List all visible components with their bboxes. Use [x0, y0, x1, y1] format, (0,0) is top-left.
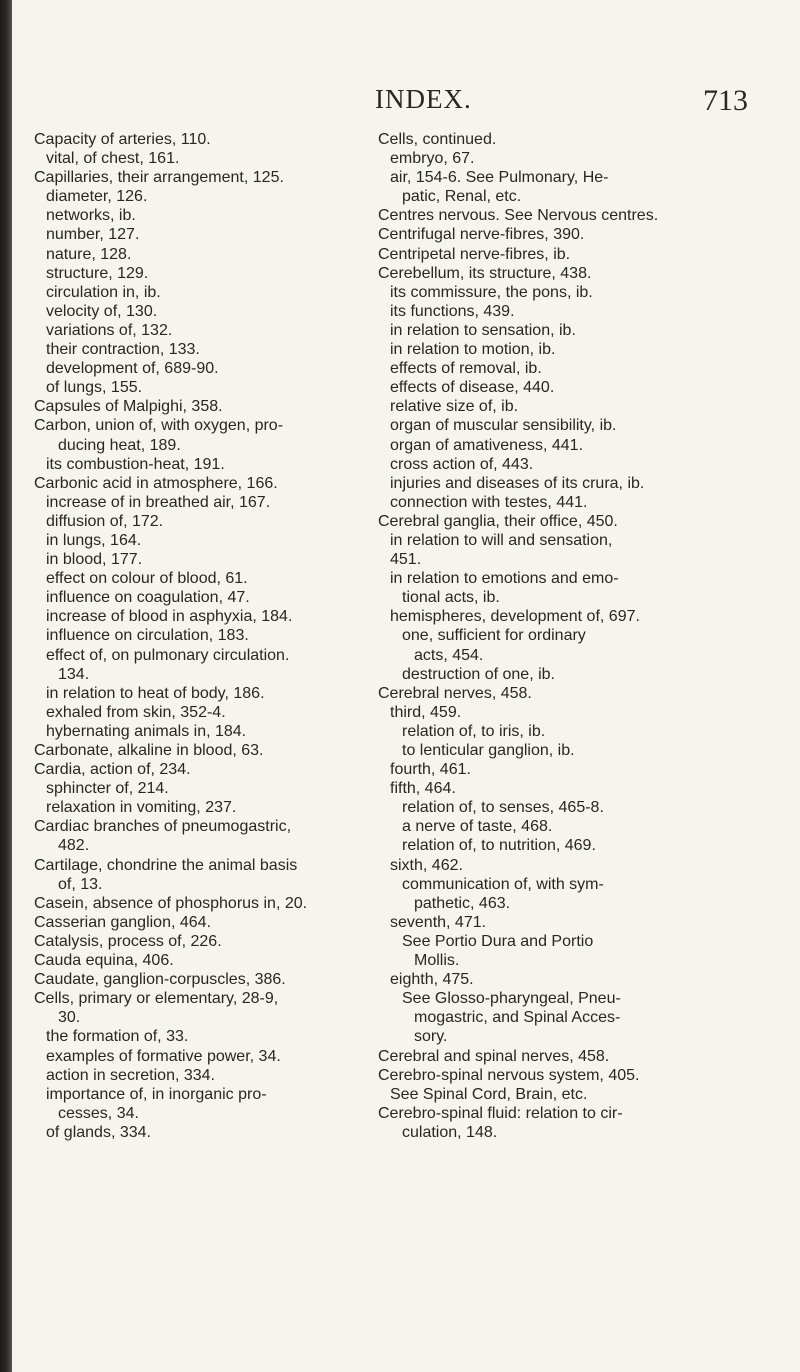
- index-entry: See Spinal Cord, Brain, etc.: [390, 1085, 588, 1103]
- index-entry: one, sufficient for ordinary: [402, 627, 586, 645]
- index-entry: seventh, 471.: [390, 913, 487, 931]
- index-entry: increase of in breathed air, 167.: [46, 493, 271, 511]
- index-entry: air, 154-6. See Pulmonary, He-: [390, 169, 609, 187]
- index-entry: number, 127.: [46, 226, 140, 244]
- index-entry: cesses, 34.: [58, 1104, 139, 1122]
- index-entry: sphincter of, 214.: [46, 780, 169, 798]
- index-entry: acts, 454.: [414, 646, 484, 664]
- index-entry: of glands, 334.: [46, 1123, 151, 1141]
- index-entry: effects of removal, ib.: [390, 360, 542, 378]
- index-entry: fifth, 464.: [390, 780, 456, 798]
- index-entry: third, 459.: [390, 703, 462, 721]
- index-entry: culation, 148.: [402, 1123, 498, 1141]
- index-entry: in blood, 177.: [46, 551, 143, 569]
- index-entry: increase of blood in asphyxia, 184.: [46, 608, 293, 626]
- index-entry: Cardia, action of, 234.: [34, 761, 191, 779]
- index-entry: nature, 128.: [46, 245, 132, 263]
- index-entry: tional acts, ib.: [402, 589, 500, 607]
- index-entry: in relation to emotions and emo-: [390, 570, 619, 588]
- index-entry: Capacity of arteries, 110.: [34, 131, 211, 148]
- index-entry: embryo, 67.: [390, 150, 475, 168]
- index-entry: 30.: [58, 1009, 81, 1027]
- index-entry: its functions, 439.: [390, 302, 515, 320]
- index-entry: destruction of one, ib.: [402, 665, 555, 683]
- index-entry: in lungs, 164.: [46, 531, 142, 549]
- index-entry: Centripetal nerve-fibres, ib.: [378, 245, 571, 263]
- index-entry: their contraction, 133.: [46, 341, 200, 359]
- page-header: [12, 84, 800, 120]
- index-entry: relation of, to nutrition, 469.: [402, 837, 596, 855]
- index-entry: development of, 689-90.: [46, 360, 219, 378]
- index-entry: cross action of, 443.: [390, 455, 534, 473]
- index-entry: Caudate, ganglion-corpuscles, 386.: [34, 971, 286, 989]
- index-entry: sory.: [414, 1028, 448, 1046]
- index-entry: injuries and diseases of its crura, ib.: [390, 474, 645, 492]
- index-entry: Capsules of Malpighi, 358.: [34, 398, 223, 416]
- index-entry: relation of, to iris, ib.: [402, 722, 546, 740]
- index-entry: ducing heat, 189.: [58, 436, 181, 454]
- index-entry: circulation in, ib.: [46, 283, 161, 301]
- book-binding-edge: [0, 0, 12, 1372]
- index-entry: structure, 129.: [46, 264, 149, 282]
- index-entry: hemispheres, development of, 697.: [390, 608, 640, 626]
- index-entry: Cerebro-spinal nervous system, 405.: [378, 1066, 640, 1084]
- index-entry: of, 13.: [58, 875, 103, 893]
- index-entry: fourth, 461.: [390, 761, 471, 779]
- index-entry: variations of, 132.: [46, 321, 173, 339]
- page-title: INDEX.: [375, 84, 472, 114]
- index-entry: velocity of, 130.: [46, 302, 158, 320]
- index-entry: Mollis.: [414, 952, 460, 970]
- index-entry: Cerebellum, its structure, 438.: [378, 264, 592, 282]
- index-entry: in relation to will and sensation,: [390, 531, 613, 549]
- page-number: 713: [703, 84, 748, 117]
- index-entry: Cauda equina, 406.: [34, 952, 174, 970]
- index-entry: Cells, continued.: [378, 131, 497, 148]
- index-entry: 134.: [58, 665, 90, 683]
- index-entry: relative size of, ib.: [390, 398, 519, 416]
- index-entry: Centrifugal nerve-fibres, 390.: [378, 226, 585, 244]
- index-entry: See Portio Dura and Portio: [402, 932, 594, 950]
- index-entry: relaxation in vomiting, 237.: [46, 799, 237, 817]
- index-entry: Cells, primary or elementary, 28-9,: [34, 990, 279, 1008]
- index-entry: hybernating animals in, 184.: [46, 722, 247, 740]
- index-entry: Carbonate, alkaline in blood, 63.: [34, 742, 264, 759]
- index-page: [12, 0, 800, 1372]
- index-entry: in relation to motion, ib.: [390, 341, 556, 359]
- index-entry: Casserian ganglion, 464.: [34, 913, 212, 931]
- index-entry: organ of amativeness, 441.: [390, 436, 584, 454]
- index-entry: to lenticular ganglion, ib.: [402, 742, 575, 759]
- index-entry: Cartilage, chondrine the animal basis: [34, 856, 298, 874]
- index-entry: action in secretion, 334.: [46, 1066, 215, 1084]
- index-entry: Cerebral nerves, 458.: [378, 684, 532, 702]
- index-entry: patic, Renal, etc.: [402, 188, 522, 206]
- index-entry: effect of, on pulmonary circulation.: [46, 646, 290, 664]
- index-entry: communication of, with sym-: [402, 875, 604, 893]
- index-entry: See Glosso-pharyngeal, Pneu-: [402, 990, 621, 1008]
- index-entry: Cerebral and spinal nerves, 458.: [378, 1047, 610, 1065]
- index-entry: its combustion-heat, 191.: [46, 455, 225, 473]
- index-entry: a nerve of taste, 468.: [402, 818, 553, 836]
- index-entry: its commissure, the pons, ib.: [390, 283, 593, 301]
- index-entry: pathetic, 463.: [414, 894, 511, 912]
- index-entry: sixth, 462.: [390, 856, 463, 874]
- index-entry: Casein, absence of phosphorus in, 20.: [34, 894, 308, 912]
- index-entry: Cardiac branches of pneumogastric,: [34, 818, 292, 836]
- index-entry: Cerebro-spinal fluid: relation to cir-: [378, 1104, 623, 1122]
- index-entry: influence on circulation, 183.: [46, 627, 249, 645]
- index-entry: mogastric, and Spinal Acces-: [414, 1009, 621, 1027]
- index-entry: Centres nervous. See Nervous centres.: [378, 207, 659, 225]
- index-column-left: [34, 130, 364, 1142]
- index-entry: Carbon, union of, with oxygen, pro-: [34, 417, 284, 435]
- index-entry: networks, ib.: [46, 207, 136, 225]
- index-entry: Cerebral ganglia, their office, 450.: [378, 512, 618, 530]
- index-entry: relation of, to senses, 465-8.: [402, 799, 604, 817]
- index-entry: Capillaries, their arrangement, 125.: [34, 169, 284, 187]
- index-entry: diameter, 126.: [46, 188, 148, 206]
- index-entry: in relation to sensation, ib.: [390, 321, 576, 339]
- index-entry: examples of formative power, 34.: [46, 1047, 281, 1065]
- index-entry: exhaled from skin, 352-4.: [46, 703, 226, 721]
- index-entry: influence on coagulation, 47.: [46, 589, 250, 607]
- index-entry: diffusion of, 172.: [46, 512, 164, 530]
- index-entry: the formation of, 33.: [46, 1028, 189, 1046]
- index-entry: eighth, 475.: [390, 971, 474, 989]
- index-entry: Carbonic acid in atmosphere, 166.: [34, 474, 278, 492]
- index-entry: connection with testes, 441.: [390, 493, 588, 511]
- index-entry: Catalysis, process of, 226.: [34, 932, 222, 950]
- index-entry: importance of, in inorganic pro-: [46, 1085, 267, 1103]
- index-entry: 482.: [58, 837, 90, 855]
- index-entry: effects of disease, 440.: [390, 379, 555, 397]
- index-entry: of lungs, 155.: [46, 379, 143, 397]
- index-column-right: [378, 130, 718, 1142]
- index-entry: organ of muscular sensibility, ib.: [390, 417, 617, 435]
- index-entry: in relation to heat of body, 186.: [46, 684, 265, 702]
- index-entry: 451.: [390, 551, 422, 569]
- index-entry: vital, of chest, 161.: [46, 150, 180, 168]
- index-entry: effect on colour of blood, 61.: [46, 570, 248, 588]
